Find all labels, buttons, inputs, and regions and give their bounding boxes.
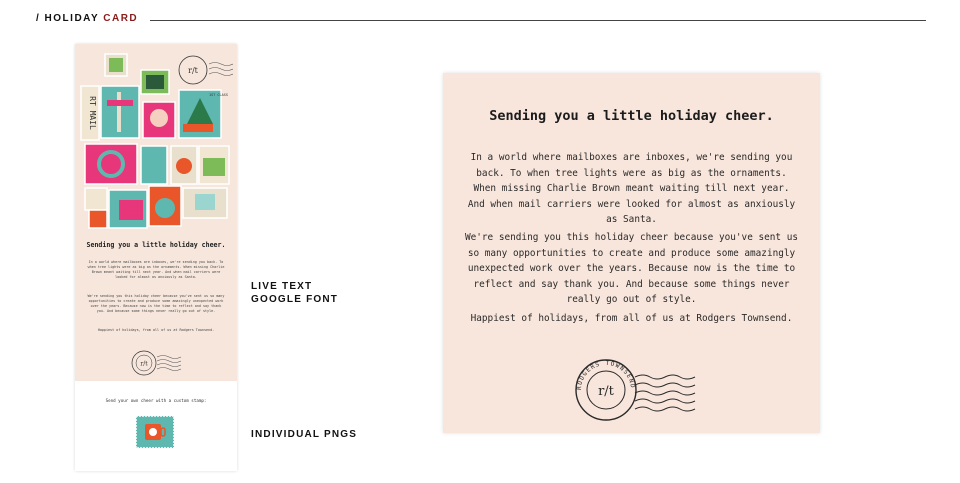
card-paragraph-1: In a world where mailboxes are inboxes, we're sending you back. To when tree lights were as big as the ornaments. When missing Charlie Brown meant waiting till next year. And when mail carriers were looked for almost as anxiously as Santa. [467, 152, 796, 225]
stamp-collage [79, 50, 233, 234]
header-rule [150, 20, 926, 21]
stamp-first-class-text: 1ST CLASS [209, 93, 228, 97]
individual-pngs-label: INDIVIDUAL PNGS [251, 429, 358, 440]
header-accent: CARD [103, 13, 139, 24]
postmark-icon [573, 357, 697, 423]
stamp-rt-mail-text: RT MAIL [88, 96, 97, 130]
card-paragraph-2: We're sending you this holiday cheer because you've sent us so many opportunities to create and produce some amazingly unexpected work over the years. Because now is the time to reflect and say thank you. And because some things never really go out of style. [464, 232, 798, 305]
custom-stamp-icon[interactable] [135, 415, 175, 449]
email-cta: Send your own cheer with a custom stamp: [105, 398, 207, 403]
svg-text:r/t: r/t [140, 360, 148, 368]
card-title: Sending you a little holiday cheer. [489, 108, 774, 124]
header-prefix: / HOLIDAY [36, 13, 99, 24]
postmark-monogram: r/t [598, 384, 614, 399]
email-preview [75, 44, 237, 471]
postmark-ring-text: RODGERS TOWNSEND [575, 359, 637, 391]
card-paragraph-3: Happiest of holidays, from all of us at Rodgers Townsend. [470, 313, 793, 324]
live-text-line-1: LIVE TEXT [251, 281, 313, 292]
holiday-card [443, 73, 820, 433]
mini-postmark-icon [130, 348, 184, 378]
mini-card-title: Sending you a little holiday cheer. [86, 241, 226, 249]
mini-card-paragraph-1: In a world where mailboxes are inboxes, we're sending you back. To when tree lights were as big as the ornaments. When missing Charlie Brown meant waiting till next year. And when mail carriers were looked for almost as anxiously as Santa. [87, 260, 225, 279]
mini-card-paragraph-2: We're sending you this holiday cheer because you've sent us so many opportunities to create and produce some amazingly unexpected work over the years. Because now is the time to reflect and say thank you. And because some things never really go out of style. [87, 294, 225, 313]
live-text-line-2: GOOGLE FONT [251, 294, 339, 305]
section-header [36, 13, 138, 24]
live-text-label [251, 280, 338, 306]
svg-text:r/t: r/t [188, 66, 198, 75]
mini-card-paragraph-3: Happiest of holidays, from all of us at Rodgers Townsend. [97, 328, 215, 332]
